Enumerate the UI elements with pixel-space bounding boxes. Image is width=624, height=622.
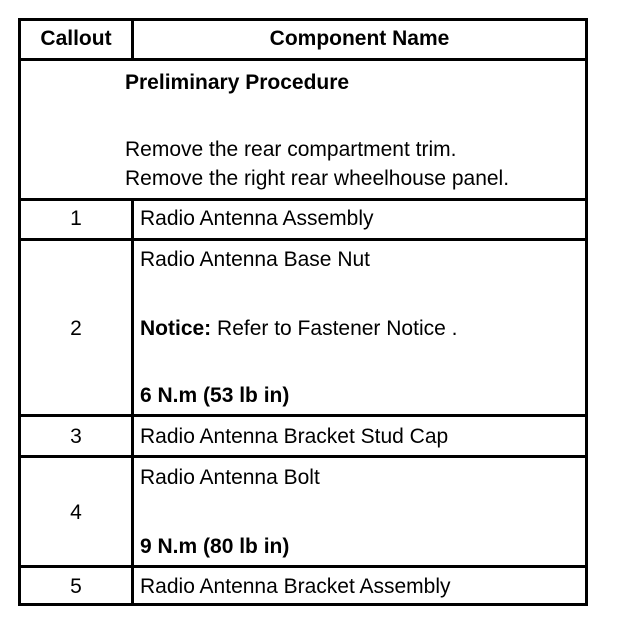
preliminary-step: Remove the right rear wheelhouse panel. — [125, 167, 510, 190]
callout-number: 3 — [70, 425, 82, 448]
column-divider — [131, 198, 134, 606]
row-divider — [21, 198, 585, 201]
preliminary-step: Remove the rear compartment trim. — [125, 138, 457, 161]
component-name: Radio Antenna Bolt — [140, 466, 320, 489]
row-divider — [21, 238, 585, 241]
callout-number: 1 — [70, 207, 82, 230]
header-callout: Callout — [40, 27, 112, 50]
notice-text — [140, 317, 457, 341]
callout-number: 5 — [70, 575, 82, 598]
component-name: Radio Antenna Bracket Stud Cap — [140, 425, 449, 448]
component-name: Radio Antenna Base Nut — [140, 248, 370, 271]
torque-spec: 6 N.m (53 lb in) — [140, 384, 290, 407]
row-divider — [21, 414, 585, 417]
row-divider — [21, 58, 585, 61]
component-name: Radio Antenna Bracket Assembly — [140, 575, 451, 598]
callout-number: 4 — [70, 501, 82, 524]
header-component-name: Component Name — [269, 27, 450, 50]
row-divider — [21, 455, 585, 458]
notice-body: Refer to Fastener Notice . — [211, 317, 458, 340]
preliminary-title: Preliminary Procedure — [125, 71, 350, 94]
torque-spec: 9 N.m (80 lb in) — [140, 535, 290, 558]
component-table — [18, 18, 588, 606]
component-name: Radio Antenna Assembly — [140, 207, 374, 230]
notice-label: Notice: — [140, 317, 212, 340]
row-divider — [21, 565, 585, 568]
callout-number: 2 — [70, 317, 82, 340]
